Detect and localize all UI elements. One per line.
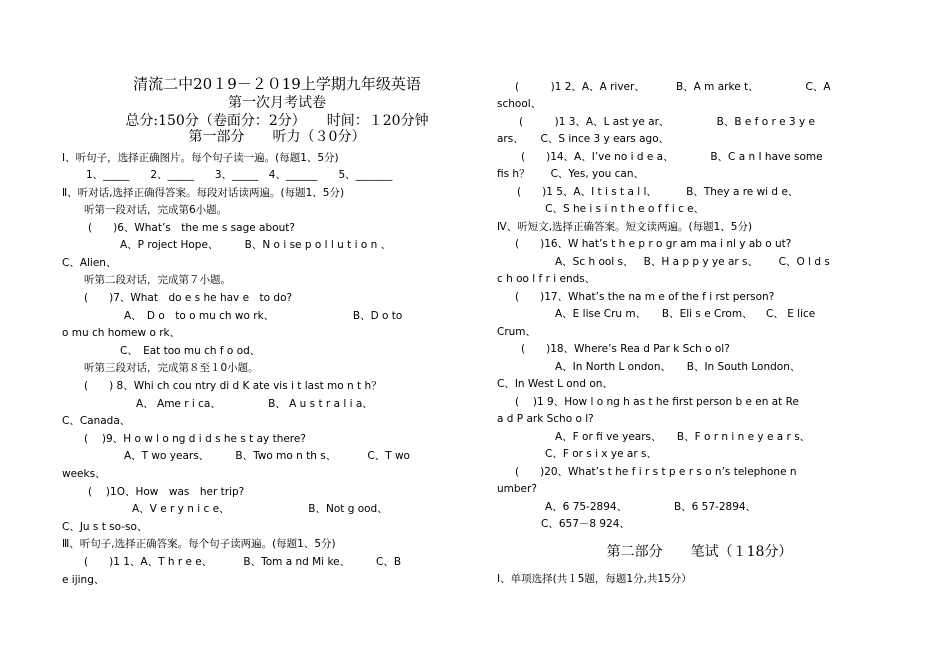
option-line: o mu ch homew o rk、ﾠ	[62, 327, 191, 339]
part-one-heading: 第一部分 听力（３0分）	[188, 129, 366, 145]
option-line: C、F or s i x ye ar s、	[545, 448, 657, 460]
answer-blanks: 1、_____ 2、_____ 3、_____ 4、______ 5、_______	[86, 169, 393, 181]
option-line: A、E lise Cru m、 B、Eli s e Crom、ﾠ C、 E lice	[555, 308, 816, 320]
option-line: A、F or fi ve years、 ﾠB、F o r n i n e y e a r s、ﾠ	[555, 431, 821, 443]
option-line: C、 Eat too mu ch f o od、	[120, 345, 261, 357]
instruction-line: 听第三段对话，完成第８至１0小题。	[84, 362, 259, 374]
part-two-heading: 第二部分 笔试（１18分）	[606, 544, 793, 560]
option-line: C、Ju s t so-so、	[62, 521, 148, 533]
question-line: ( )14、A、I’ve no i d e a、 B、C a n I have some	[521, 151, 823, 163]
option-line: e ijing、	[62, 574, 105, 586]
option-line: ﾠC、S he i s i n t h e o f f i c e、	[535, 203, 705, 215]
question-line: ( ) 8、Whi ch cou ntry di d K ate vis i t last mo n t h？	[84, 380, 382, 392]
option-line: fis h？ C、Yes, you can、	[497, 168, 645, 180]
section-heading: Ⅲ、听句子,选择正确答案。每个句子读两遍。(每题1、5分)	[62, 538, 336, 550]
question-line: ( )1 3、A、L ast ye ar、 B、B e f o r e 3 y e	[519, 116, 815, 128]
question-line: ( )18、Where’s Rea d Par k Sch o ol?	[521, 343, 730, 355]
exam-subtitle: 第一次月考试卷	[228, 95, 326, 111]
option-line: A、 Ame r i ca、 B、 A u s t r a l i a、	[136, 398, 373, 410]
option-line: c h oo l f r i ends、	[497, 273, 596, 285]
question-line: ( )20、What’s t he f i r s t p e r s o n’s telephone n	[515, 466, 797, 478]
option-line: A、 D o to o mu ch wo rk、 B、D o to	[124, 310, 403, 322]
question-line: ( )6、What’s the me s sage about?	[88, 222, 295, 234]
section-heading: Ⅳ、听短文,选择正确答案。短文读两遍。(每题1、5分)	[497, 221, 753, 233]
section-heading: Ⅰ、听句子，选择正确图片。每个句子读一遍。(每题1、5分)	[62, 152, 339, 164]
option-line: C、657－8 924、	[541, 518, 630, 530]
question-line: ( )1 2、A、A river、ﾠ B、A m arke t、 ﾠC、A	[515, 81, 831, 93]
option-line: A、In North L ondon、 B、In South London、	[555, 361, 801, 373]
question-line: ( )1 1、A、T h r e e、ﾠ B、Tom a nd Mi ke、 ﾠC、B	[84, 556, 402, 568]
option-line: ars、 ﾠ C、S ince 3 y ears ago、	[497, 133, 670, 145]
option-line: Crum、	[497, 326, 537, 338]
question-line: ( )1 9、How l o ng h as t he first person b e en at Re	[515, 396, 799, 408]
exam-title: 清流二中20１9－２０19上学期九年级英语	[133, 75, 421, 93]
option-line: A、6 75-2894、 ﾠB、6 57-2894、	[545, 501, 757, 513]
option-line: A、T wo years、 B、Two mo n th s、ﾠ C、T wo	[124, 450, 410, 462]
question-line: ( )9、H o w l o ng d i d s he s t ay there?	[84, 433, 306, 445]
question-line: ( )7、What do e s he hav e to do?	[84, 292, 293, 304]
option-line: C、Alien、	[62, 257, 117, 269]
question-line: ( )1O、How was her trip?	[88, 486, 245, 498]
section-heading: Ⅱ、听对话,选择正确得答案。每段对话读两遍。(每题1、5分)	[62, 187, 345, 199]
question-line: ( )16、W hat’s t h e p r o gr am ma i nl y ab o ut?	[515, 238, 792, 250]
option-line: A、V e r y n i c e、 B、Not g ood、	[132, 503, 388, 515]
option-line: A、Sc h ool s、ﾠB、H a p p y ye ar s、ﾠ C、O l d s	[555, 256, 830, 268]
option-line: school、	[497, 98, 542, 110]
option-line: a d P ark Scho o l?	[497, 413, 594, 425]
score-time-line: 总分:150分（卷面分：2分） 时间：１20分钟	[125, 113, 429, 129]
option-line: weeks、	[62, 468, 106, 480]
instruction-line: 听第一段对话，完成第6小题。	[84, 204, 228, 216]
question-line: ( )1 5、A、I t i s t a l l、 ﾠ B、They a re wi d e、	[517, 186, 799, 198]
option-line: umber?	[497, 483, 537, 495]
option-line: C、In West L ond on、	[497, 378, 613, 390]
option-line: C、Canada、	[62, 415, 131, 427]
question-line: ( )17、What’s the na m e of the f i rst person?	[515, 291, 775, 303]
instruction-line: 听第二段对话，完成第７小题。	[84, 274, 231, 286]
option-line: A、P roject Hope、 B、N o i se p o l l u t i o n 、	[120, 239, 392, 251]
section-heading: Ⅰ、单项选择(共１5题，每题1分,共15分）	[497, 573, 692, 585]
